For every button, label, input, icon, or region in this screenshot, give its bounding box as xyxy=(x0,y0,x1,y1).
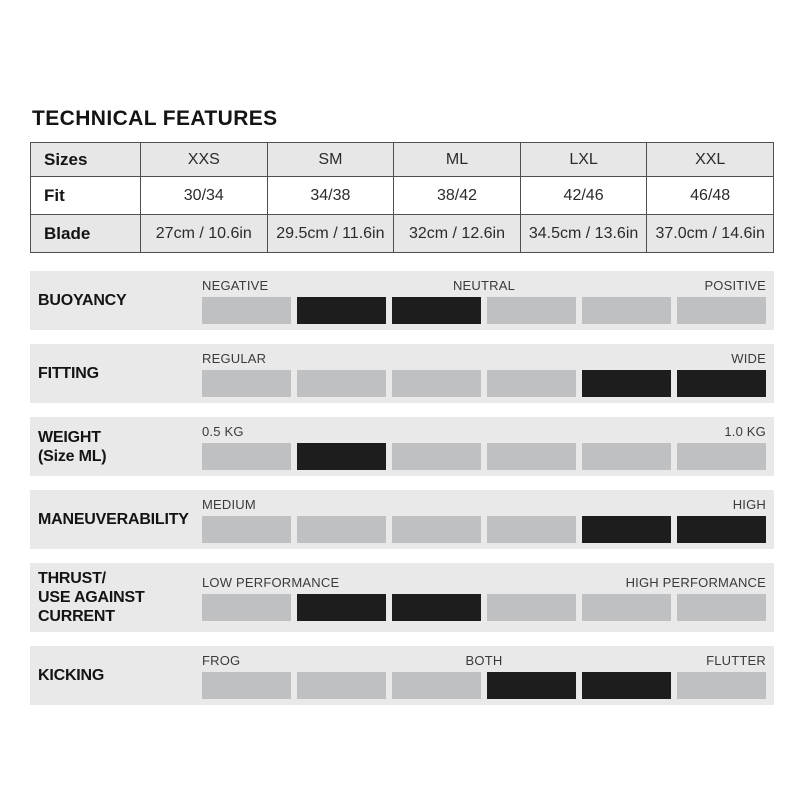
table-cell: 37.0cm / 14.6in xyxy=(647,215,774,253)
scale-label-right: 1.0 KG xyxy=(724,424,766,439)
segment-empty xyxy=(677,443,766,470)
table-row-fit xyxy=(31,177,774,215)
technical-features-sheet xyxy=(30,0,774,705)
feature-band-buoyancy xyxy=(30,271,774,330)
segment-empty xyxy=(487,516,576,543)
segment-empty xyxy=(392,443,481,470)
segment-track xyxy=(202,672,766,699)
table-cell: SM xyxy=(267,143,394,177)
segment-filled xyxy=(582,370,671,397)
segment-empty xyxy=(392,672,481,699)
segment-empty xyxy=(392,370,481,397)
table-cell: 30/34 xyxy=(141,177,268,215)
segment-filled xyxy=(582,672,671,699)
feature-band-thrust xyxy=(30,563,774,632)
segment-empty xyxy=(487,370,576,397)
segment-filled xyxy=(677,370,766,397)
table-cell: XXS xyxy=(141,143,268,177)
feature-rating-bands xyxy=(30,271,774,705)
scale-label-left: LOW PERFORMANCE xyxy=(202,575,340,590)
segment-track xyxy=(202,297,766,324)
table-cell: XXL xyxy=(647,143,774,177)
feature-band-fitting xyxy=(30,344,774,403)
table-cell: 42/46 xyxy=(520,177,647,215)
table-row-blade xyxy=(31,215,774,253)
scale-label-left: NEGATIVE xyxy=(202,278,269,293)
scale-label-right: FLUTTER xyxy=(706,653,766,668)
segment-track xyxy=(202,370,766,397)
segment-filled xyxy=(677,516,766,543)
row-label: Fit xyxy=(31,177,141,215)
segment-empty xyxy=(487,594,576,621)
rating-bar xyxy=(202,496,766,543)
feature-band-maneuverability xyxy=(30,490,774,549)
scale-label-center: BOTH xyxy=(465,653,503,668)
feature-label: THRUST/ USE AGAINST CURRENT xyxy=(38,570,145,625)
segment-empty xyxy=(297,370,386,397)
segment-filled xyxy=(487,672,576,699)
segment-track xyxy=(202,516,766,543)
feature-band-kicking xyxy=(30,646,774,705)
rating-bar xyxy=(202,652,766,699)
table-cell: 27cm / 10.6in xyxy=(141,215,268,253)
segment-filled xyxy=(392,297,481,324)
scale-label-center: NEUTRAL xyxy=(452,278,516,293)
segment-filled xyxy=(582,516,671,543)
scale-labels xyxy=(202,652,766,668)
segment-filled xyxy=(297,594,386,621)
table-cell: 46/48 xyxy=(647,177,774,215)
segment-empty xyxy=(582,297,671,324)
table-row-sizes xyxy=(31,143,774,177)
feature-label: FITTING xyxy=(38,365,99,382)
segment-empty xyxy=(202,370,291,397)
segment-track xyxy=(202,594,766,621)
feature-label: KICKING xyxy=(38,667,105,684)
segment-empty xyxy=(677,672,766,699)
segment-empty xyxy=(202,672,291,699)
table-cell: 29.5cm / 11.6in xyxy=(267,215,394,253)
segment-empty xyxy=(392,516,481,543)
segment-empty xyxy=(677,594,766,621)
rating-bar xyxy=(202,277,766,324)
feature-label: BUOYANCY xyxy=(38,292,127,309)
rating-bar xyxy=(202,574,766,621)
scale-label-right: HIGH xyxy=(732,497,766,512)
rating-bar xyxy=(202,423,766,470)
scale-labels xyxy=(202,350,766,366)
segment-empty xyxy=(202,594,291,621)
table-cell: 34.5cm / 13.6in xyxy=(520,215,647,253)
scale-label-left: FROG xyxy=(202,653,241,668)
scale-labels xyxy=(202,574,766,590)
segment-empty xyxy=(297,516,386,543)
segment-track xyxy=(202,443,766,470)
segment-empty xyxy=(487,443,576,470)
scale-label-left: 0.5 KG xyxy=(202,424,244,439)
segment-filled xyxy=(297,297,386,324)
table-cell: LXL xyxy=(520,143,647,177)
segment-empty xyxy=(677,297,766,324)
scale-label-right: POSITIVE xyxy=(704,278,766,293)
scale-label-right: HIGH PERFORMANCE xyxy=(625,575,766,590)
scale-labels xyxy=(202,277,766,293)
feature-label: WEIGHT (Size ML) xyxy=(38,428,107,465)
segment-empty xyxy=(297,672,386,699)
page-title: TECHNICAL FEATURES xyxy=(32,107,278,130)
segment-filled xyxy=(392,594,481,621)
feature-label: MANEUVERABILITY xyxy=(38,511,189,528)
table-cell: 38/42 xyxy=(394,177,521,215)
feature-band-weight xyxy=(30,417,774,476)
segment-empty xyxy=(202,516,291,543)
scale-label-right: WIDE xyxy=(731,351,766,366)
table-cell: 34/38 xyxy=(267,177,394,215)
segment-empty xyxy=(202,297,291,324)
row-label: Sizes xyxy=(31,143,141,177)
scale-label-left: REGULAR xyxy=(202,351,267,366)
table-cell: 32cm / 12.6in xyxy=(394,215,521,253)
scale-label-left: MEDIUM xyxy=(202,497,256,512)
size-spec-table xyxy=(30,142,774,253)
scale-labels xyxy=(202,496,766,512)
segment-empty xyxy=(202,443,291,470)
scale-labels xyxy=(202,423,766,439)
segment-filled xyxy=(297,443,386,470)
row-label: Blade xyxy=(31,215,141,253)
segment-empty xyxy=(487,297,576,324)
segment-empty xyxy=(582,443,671,470)
segment-empty xyxy=(582,594,671,621)
table-cell: ML xyxy=(394,143,521,177)
rating-bar xyxy=(202,350,766,397)
